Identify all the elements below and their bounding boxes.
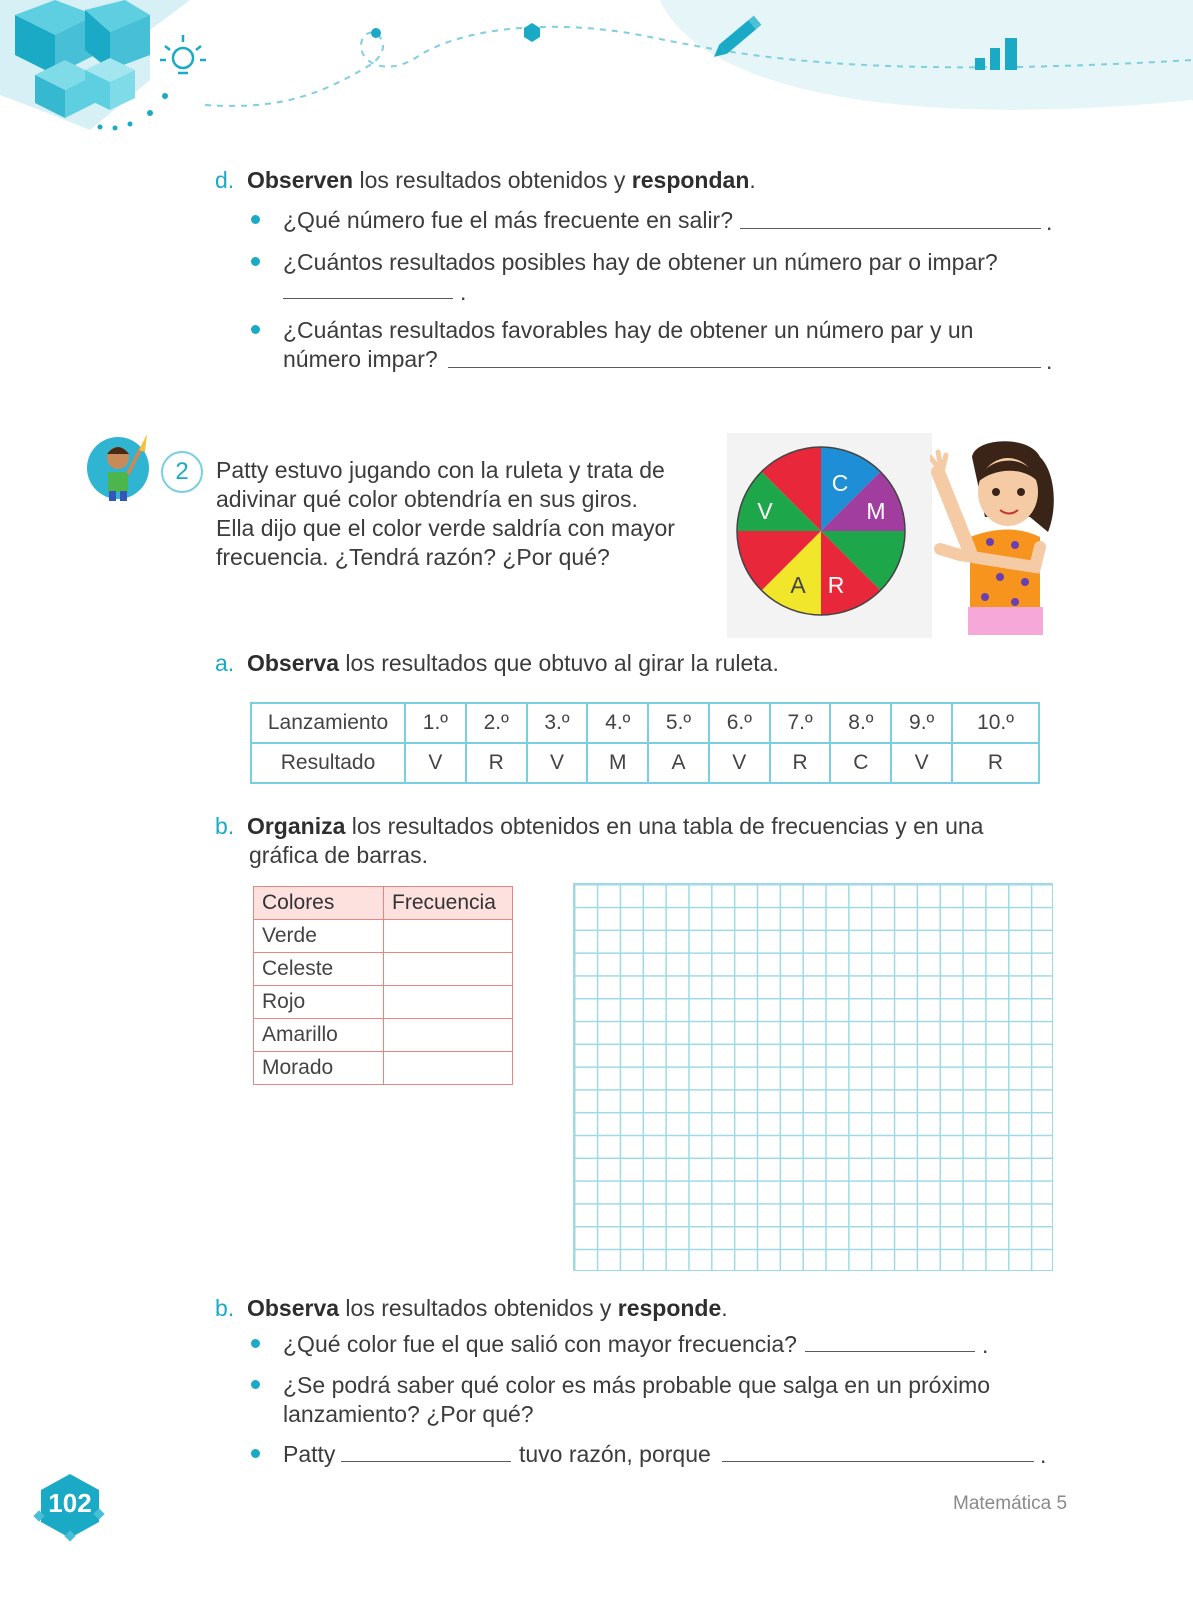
section-b2-letter: b.	[215, 1295, 235, 1321]
answer-line-b3a[interactable]	[341, 1461, 511, 1462]
header-decoration	[0, 0, 1193, 150]
results-table	[250, 702, 1040, 784]
question-d3-line1: ¿Cuántas resultados favorables hay de obtener un número par y un	[283, 317, 974, 343]
frequency-input-cell[interactable]	[384, 986, 513, 1019]
question-b3-start: Patty	[283, 1441, 336, 1467]
table-row	[254, 1052, 513, 1085]
period: .	[1046, 348, 1053, 374]
bullet	[251, 325, 260, 334]
color-cell: Morado	[254, 1052, 384, 1085]
color-cell: Celeste	[254, 953, 384, 986]
throw-cell: 5.º	[648, 703, 709, 743]
result-cell: V	[405, 743, 466, 783]
table-row	[254, 953, 513, 986]
question-b1: ¿Qué color fue el que salió con mayor frecuencia?	[283, 1331, 797, 1357]
wheel-label-m: M	[866, 498, 886, 524]
frequency-table	[253, 886, 513, 1085]
result-cell: R	[466, 743, 527, 783]
throw-cell: 4.º	[587, 703, 648, 743]
bullet	[251, 215, 260, 224]
section-d-heading	[215, 166, 756, 195]
section-b2-heading	[215, 1294, 728, 1323]
problem2-line1: Patty estuvo jugando con la ruleta y trata de	[216, 457, 665, 483]
section-b2-bold1: Observa	[246, 1295, 340, 1321]
throw-cell: 3.º	[527, 703, 588, 743]
wheel-label-c: C	[831, 470, 849, 496]
table-row	[251, 703, 1039, 743]
section-d-end: .	[749, 167, 756, 193]
color-cell: Rojo	[254, 986, 384, 1019]
section-b2-mid: los resultados obtenidos y	[345, 1295, 612, 1321]
col-colores: Colores	[254, 887, 384, 920]
section-b2-bold2: responde	[617, 1295, 722, 1321]
question-d1: ¿Qué número fue el más frecuente en salir?	[283, 207, 734, 233]
section-a-bold: Observa	[246, 650, 340, 676]
problem2-line4: frecuencia. ¿Tendrá razón? ¿Por qué?	[216, 544, 610, 570]
problem2-line3: Ella dijo que el color verde saldría con mayor	[216, 515, 675, 541]
girl-illustration	[930, 437, 1060, 642]
question-b3-mid: tuvo razón, porque	[519, 1441, 711, 1467]
section-d-bold2: respondan	[631, 167, 750, 193]
bar-chart-grid[interactable]	[573, 883, 1053, 1271]
section-b-heading	[215, 812, 983, 841]
problem-number-badge	[161, 451, 203, 493]
color-cell: Amarillo	[254, 1019, 384, 1052]
section-b-letter: b.	[215, 813, 235, 839]
wheel-label-a: A	[790, 572, 806, 598]
throw-cell: 6.º	[709, 703, 770, 743]
result-cell: R	[770, 743, 831, 783]
table-row	[254, 986, 513, 1019]
col-frecuencia: Frecuencia	[384, 887, 513, 920]
bullet	[251, 1380, 260, 1389]
result-cell: V	[891, 743, 952, 783]
table-header-row	[254, 887, 513, 920]
period: .	[460, 279, 467, 305]
section-b-rest2: gráfica de barras.	[249, 842, 428, 868]
question-b2-line1: ¿Se podrá saber qué color es más probable que salga en un próximo	[283, 1372, 991, 1398]
answer-line-d1[interactable]	[740, 228, 1041, 229]
throw-cell: 8.º	[830, 703, 891, 743]
throw-cell: 7.º	[770, 703, 831, 743]
period: .	[982, 1332, 989, 1358]
period: .	[1046, 209, 1053, 235]
throw-cell: 9.º	[891, 703, 952, 743]
table-row	[254, 920, 513, 953]
section-a-letter: a.	[215, 650, 235, 676]
row-label-resultado: Resultado	[251, 743, 405, 783]
result-cell: M	[587, 743, 648, 783]
frequency-input-cell[interactable]	[384, 1019, 513, 1052]
book-title: Matemática 5	[953, 1493, 1068, 1514]
answer-line-d3[interactable]	[448, 367, 1041, 368]
section-a-rest: los resultados que obtuvo al girar la ruleta.	[345, 650, 779, 676]
section-a-heading	[215, 649, 779, 678]
lightbulb-icon	[160, 35, 206, 73]
result-cell: R	[952, 743, 1039, 783]
question-d2: ¿Cuántos resultados posibles hay de obtener un número par o impar?	[283, 249, 998, 275]
result-cell: V	[527, 743, 588, 783]
frequency-input-cell[interactable]	[384, 1052, 513, 1085]
section-d-bold1: Observen	[246, 167, 354, 193]
section-b-bold: Organiza	[246, 813, 346, 839]
frequency-input-cell[interactable]	[384, 920, 513, 953]
color-cell: Verde	[254, 920, 384, 953]
result-cell: C	[830, 743, 891, 783]
answer-line-d2[interactable]	[283, 298, 453, 299]
section-d-letter: d.	[215, 167, 235, 193]
answer-line-b3b[interactable]	[722, 1461, 1034, 1462]
result-cell: A	[648, 743, 709, 783]
wheel-label-r: R	[827, 572, 845, 598]
frequency-input-cell[interactable]	[384, 953, 513, 986]
section-d-mid: los resultados obtenidos y	[359, 167, 626, 193]
problem2-line2: adivinar qué color obtendría en sus giros.	[216, 486, 638, 512]
table-row	[254, 1019, 513, 1052]
question-b2-line2: lanzamiento? ¿Por qué?	[283, 1401, 534, 1427]
section-b2-end: .	[721, 1295, 728, 1321]
wheel-label-v: V	[757, 498, 773, 524]
bullet	[251, 1339, 260, 1348]
cube-icon	[524, 23, 540, 42]
row-label-lanzamiento: Lanzamiento	[251, 703, 405, 743]
bullet	[251, 257, 260, 266]
question-d3-line2: número impar?	[283, 346, 438, 372]
bullet	[251, 1449, 260, 1458]
boy-avatar-icon	[85, 428, 157, 503]
problem-number: 2	[175, 458, 189, 485]
roulette-wheel	[735, 445, 907, 617]
page-number: 102	[48, 1488, 92, 1518]
section-b-rest: los resultados obtenidos en una tabla de frecuencias y en una	[351, 813, 984, 839]
table-row	[251, 743, 1039, 783]
throw-cell: 2.º	[466, 703, 527, 743]
answer-line-b1[interactable]	[805, 1351, 975, 1352]
result-cell: V	[709, 743, 770, 783]
throw-cell: 10.º	[952, 703, 1039, 743]
throw-cell: 1.º	[405, 703, 466, 743]
period: .	[1040, 1442, 1047, 1468]
